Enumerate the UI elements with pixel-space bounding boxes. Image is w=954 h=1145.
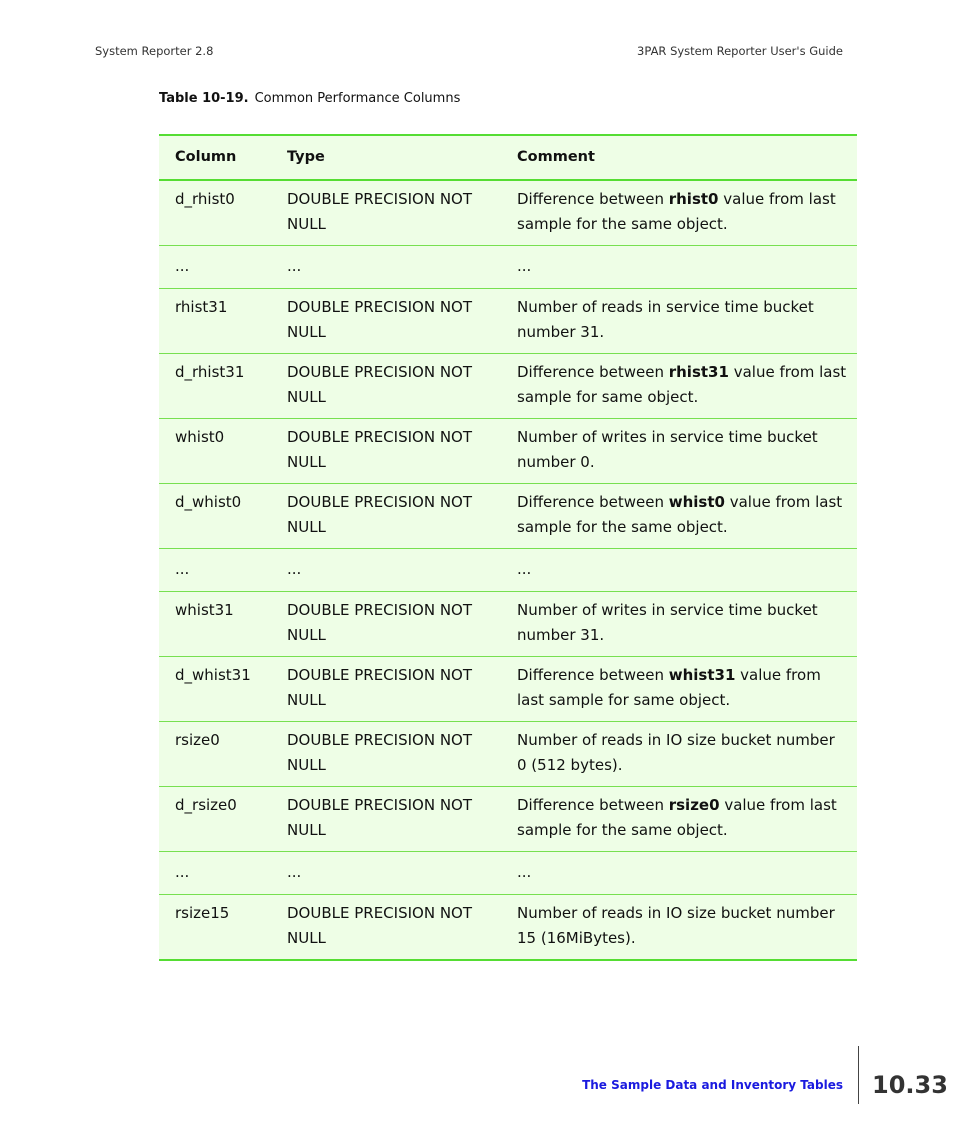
table-header-row (159, 135, 857, 180)
cell-comment (501, 419, 857, 484)
table-row (159, 484, 857, 549)
footer-section-title: The Sample Data and Inventory Tables (582, 1078, 843, 1092)
comment-text: Difference between (517, 493, 669, 511)
cell-column-name: ... (159, 549, 271, 592)
cell-comment (501, 289, 857, 354)
running-header-left: System Reporter 2.8 (95, 44, 214, 58)
running-header-right: 3PAR System Reporter User's Guide (637, 44, 843, 58)
cell-type: DOUBLE PRECISION NOT NULL (271, 657, 501, 722)
cell-comment (501, 592, 857, 657)
table-row (159, 246, 857, 289)
table-row (159, 787, 857, 852)
table-row (159, 289, 857, 354)
cell-comment (501, 895, 857, 961)
cell-column-name: ... (159, 246, 271, 289)
table-row (159, 592, 857, 657)
cell-type: ... (271, 852, 501, 895)
cell-type: DOUBLE PRECISION NOT NULL (271, 484, 501, 549)
table-row (159, 549, 857, 592)
cell-column-name: d_whist0 (159, 484, 271, 549)
header-comment: Comment (501, 135, 857, 180)
comment-field-name: rhist0 (668, 190, 719, 208)
table-caption-label: Table 10-19. (159, 91, 249, 106)
table-row (159, 180, 857, 246)
cell-type: ... (271, 549, 501, 592)
cell-column-name: ... (159, 852, 271, 895)
comment-text-tail: value from last sample for the same object. (517, 190, 836, 233)
cell-comment (501, 657, 857, 722)
cell-comment (501, 549, 857, 592)
cell-type: DOUBLE PRECISION NOT NULL (271, 419, 501, 484)
comment-text: Number of writes in service time bucket number 0. (517, 428, 818, 471)
cell-type: DOUBLE PRECISION NOT NULL (271, 722, 501, 787)
comment-text: ... (517, 863, 532, 881)
cell-type: DOUBLE PRECISION NOT NULL (271, 895, 501, 961)
comment-text: ... (517, 560, 532, 578)
comment-field-name: rsize0 (668, 796, 720, 814)
comment-text: Difference between (517, 666, 669, 684)
comment-text-tail: value from last sample for same object. (517, 363, 847, 406)
cell-comment (501, 246, 857, 289)
cell-type: DOUBLE PRECISION NOT NULL (271, 354, 501, 419)
header-column: Column (159, 135, 271, 180)
cell-column-name: rsize0 (159, 722, 271, 787)
comment-text-tail: value from last sample for the same object. (517, 796, 837, 839)
cell-column-name: rhist31 (159, 289, 271, 354)
table-row (159, 657, 857, 722)
comment-text: ... (517, 257, 532, 275)
table-row (159, 852, 857, 895)
comment-text: Difference between (517, 190, 669, 208)
comment-text: Number of reads in IO size bucket number 15 (16MiBytes). (517, 904, 835, 947)
cell-type: DOUBLE PRECISION NOT NULL (271, 180, 501, 246)
cell-column-name: rsize15 (159, 895, 271, 961)
table-row (159, 895, 857, 961)
cell-comment (501, 787, 857, 852)
footer-divider (858, 1046, 859, 1104)
comment-text: Number of reads in IO size bucket number 0 (512 bytes). (517, 731, 835, 774)
header-type: Type (271, 135, 501, 180)
comment-text-tail: value from last sample for same object. (517, 666, 821, 709)
cell-type: DOUBLE PRECISION NOT NULL (271, 592, 501, 657)
cell-comment (501, 852, 857, 895)
table-caption-text: Common Performance Columns (254, 91, 461, 106)
performance-columns-table (159, 134, 857, 961)
table-row (159, 722, 857, 787)
cell-type: DOUBLE PRECISION NOT NULL (271, 787, 501, 852)
comment-field-name: whist31 (668, 666, 736, 684)
comment-text: Number of writes in service time bucket number 31. (517, 601, 818, 644)
cell-column-name: d_rhist0 (159, 180, 271, 246)
table-row (159, 354, 857, 419)
table-row (159, 419, 857, 484)
comment-field-name: rhist31 (668, 363, 729, 381)
cell-column-name: d_rhist31 (159, 354, 271, 419)
cell-type: ... (271, 246, 501, 289)
comment-text: Difference between (517, 796, 669, 814)
comment-text: Number of reads in service time bucket number 31. (517, 298, 814, 341)
comment-text: Difference between (517, 363, 669, 381)
cell-comment (501, 354, 857, 419)
cell-column-name: d_whist31 (159, 657, 271, 722)
comment-field-name: whist0 (668, 493, 725, 511)
cell-comment (501, 484, 857, 549)
cell-type: DOUBLE PRECISION NOT NULL (271, 289, 501, 354)
page-number: 10.33 (872, 1071, 948, 1099)
cell-comment (501, 180, 857, 246)
comment-text-tail: value from last sample for the same object. (517, 493, 843, 536)
cell-comment (501, 722, 857, 787)
cell-column-name: d_rsize0 (159, 787, 271, 852)
cell-column-name: whist0 (159, 419, 271, 484)
cell-column-name: whist31 (159, 592, 271, 657)
table-caption (159, 91, 460, 106)
table-body (159, 180, 857, 960)
